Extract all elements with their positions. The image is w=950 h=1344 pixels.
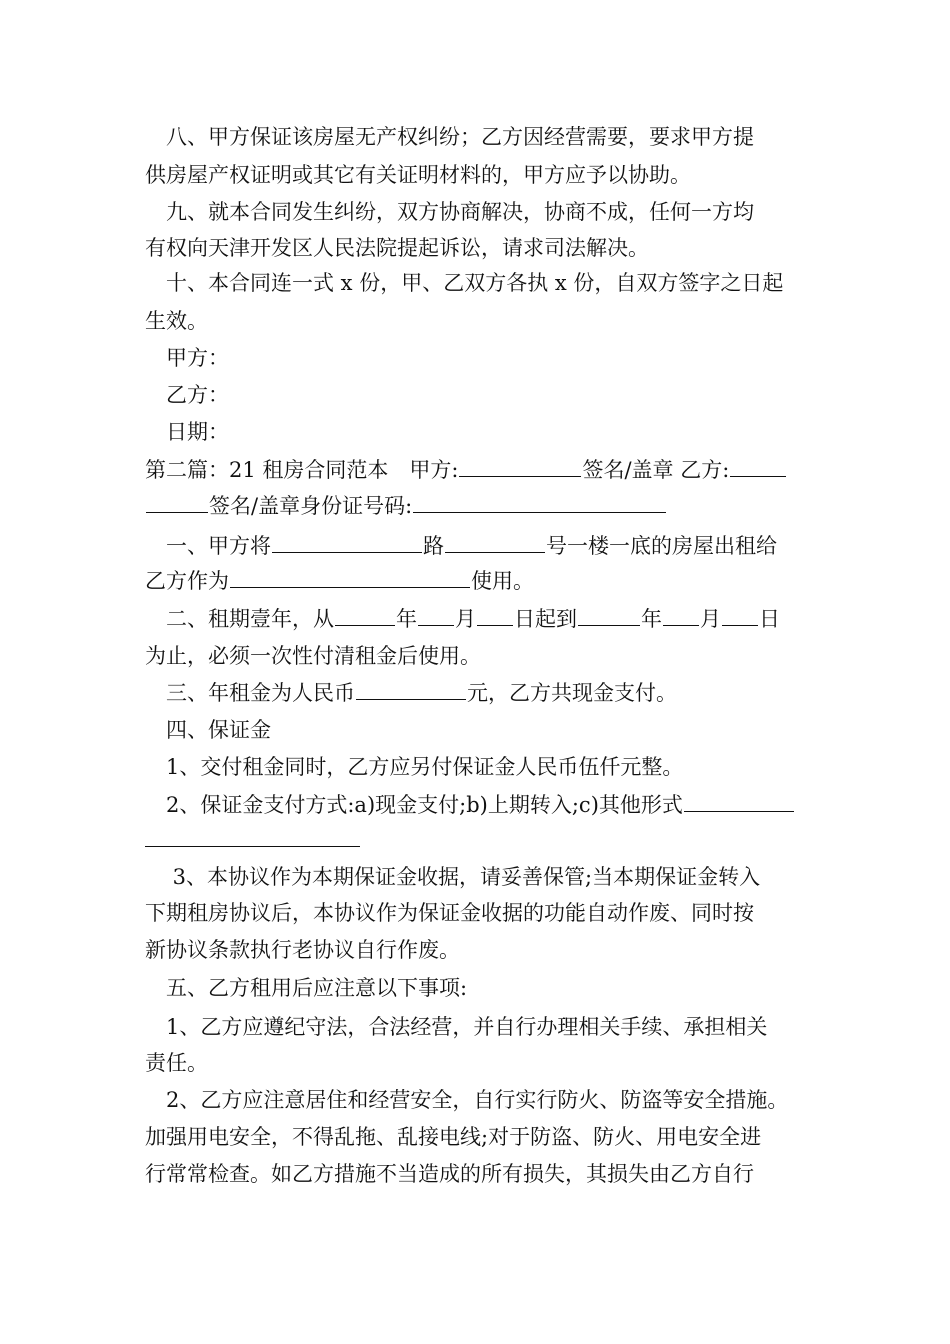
clause-2-line-1 — [145, 605, 780, 632]
clause-5-item-1-line-2: 责任。 — [145, 1051, 208, 1075]
deposit-item-3-line-1: 3、本协议作为本期保证金收据，请妥善保管;当本期保证金转入 — [145, 865, 761, 889]
text: 一、甲方将 — [145, 534, 271, 558]
text: 号一楼一底的房屋出租给 — [546, 534, 777, 558]
text: 三、年租金为人民币 — [145, 681, 355, 705]
text: 月 — [700, 607, 721, 631]
clause-8-line-1: 八、甲方保证该房屋无产权纠纷；乙方因经营需要，要求甲方提 — [145, 125, 754, 149]
text: 日起到 — [514, 607, 577, 631]
text: 年 — [396, 607, 417, 631]
clause-5-item-2-line-1: 2、乙方应注意居住和经营安全，自行实行防火、防盗等安全措施。 — [145, 1088, 789, 1112]
clause-9-line-2: 有权向天津开发区人民法院提起诉讼，请求司法解决。 — [145, 236, 649, 260]
blank-line — [477, 605, 513, 626]
text: 2、保证金支付方式:a)现金支付;b)上期转入;c)其他形式 — [145, 793, 683, 817]
clause-2-line-2: 为止，必须一次性付清租金后使用。 — [145, 644, 481, 668]
clause-8-line-2: 供房屋产权证明或其它有关证明材料的，甲方应予以协助。 — [145, 163, 691, 187]
deposit-item-1: 1、交付租金同时，乙方应另付保证金人民币伍仟元整。 — [145, 755, 684, 779]
deposit-item-2 — [145, 791, 795, 818]
deposit-item-3-line-2: 下期租房协议后，本协议作为保证金收据的功能自动作废、同时按 — [145, 901, 754, 925]
clause-1-line-1 — [145, 532, 777, 559]
blank-line — [663, 605, 699, 626]
clause-1-line-2 — [145, 567, 534, 594]
text: 元，乙方共现金支付。 — [467, 681, 677, 705]
id-number-label: 签名/盖章身份证号码: — [209, 494, 413, 518]
blank-line — [146, 492, 208, 513]
blank-line — [272, 532, 422, 553]
blank-line — [722, 605, 758, 626]
clause-10-line-1: 十、本合同连一式 x 份，甲、乙双方各执 x 份，自双方签字之日起 — [145, 271, 784, 295]
clause-5-heading: 五、乙方租用后应注意以下事项: — [145, 976, 468, 1000]
clause-5-item-1-line-1: 1、乙方应遵纪守法，合法经营，并自行办理相关手续、承担相关 — [145, 1015, 768, 1039]
clause-5-item-2-line-3: 行常常检查。如乙方措施不当造成的所有损失，其损失由乙方自行 — [145, 1162, 754, 1186]
party-b-label: 乙方： — [145, 383, 229, 407]
blank-line — [578, 605, 640, 626]
text: 年 — [641, 607, 662, 631]
clause-4-heading: 四、保证金 — [145, 718, 271, 742]
date-label: 日期： — [145, 420, 229, 444]
blank-line — [418, 605, 454, 626]
blank-line — [459, 456, 581, 477]
text: 路 — [423, 534, 444, 558]
deposit-item-2-blank — [145, 826, 361, 853]
party-a-label: 甲方： — [145, 346, 229, 370]
text: 月 — [455, 607, 476, 631]
section-2-heading-line — [145, 456, 787, 483]
text: 使用。 — [471, 569, 534, 593]
deposit-item-3-line-3: 新协议条款执行老协议自行作废。 — [145, 938, 460, 962]
blank-line — [145, 826, 360, 847]
clause-3-line — [145, 679, 677, 706]
id-number-line — [145, 492, 667, 519]
text: 乙方作为 — [145, 569, 229, 593]
blank-line — [445, 532, 545, 553]
text: 二、租期壹年，从 — [145, 607, 334, 631]
blank-line — [335, 605, 395, 626]
blank-line — [413, 492, 666, 513]
blank-line — [230, 567, 470, 588]
signature-label: 签名/盖章 乙方: — [582, 458, 730, 482]
blank-line — [684, 791, 794, 812]
clause-10-line-2: 生效。 — [145, 309, 208, 333]
clause-5-item-2-line-2: 加强用电安全，不得乱拖、乱接电线;对于防盗、防火、用电安全进 — [145, 1125, 762, 1149]
text: 日 — [759, 607, 780, 631]
blank-line — [730, 456, 786, 477]
blank-line — [356, 679, 466, 700]
clause-9-line-1: 九、就本合同发生纠纷，双方协商解决，协商不成，任何一方均 — [145, 200, 754, 224]
section-2-title: 第二篇：21 租房合同范本 甲方: — [145, 458, 459, 482]
